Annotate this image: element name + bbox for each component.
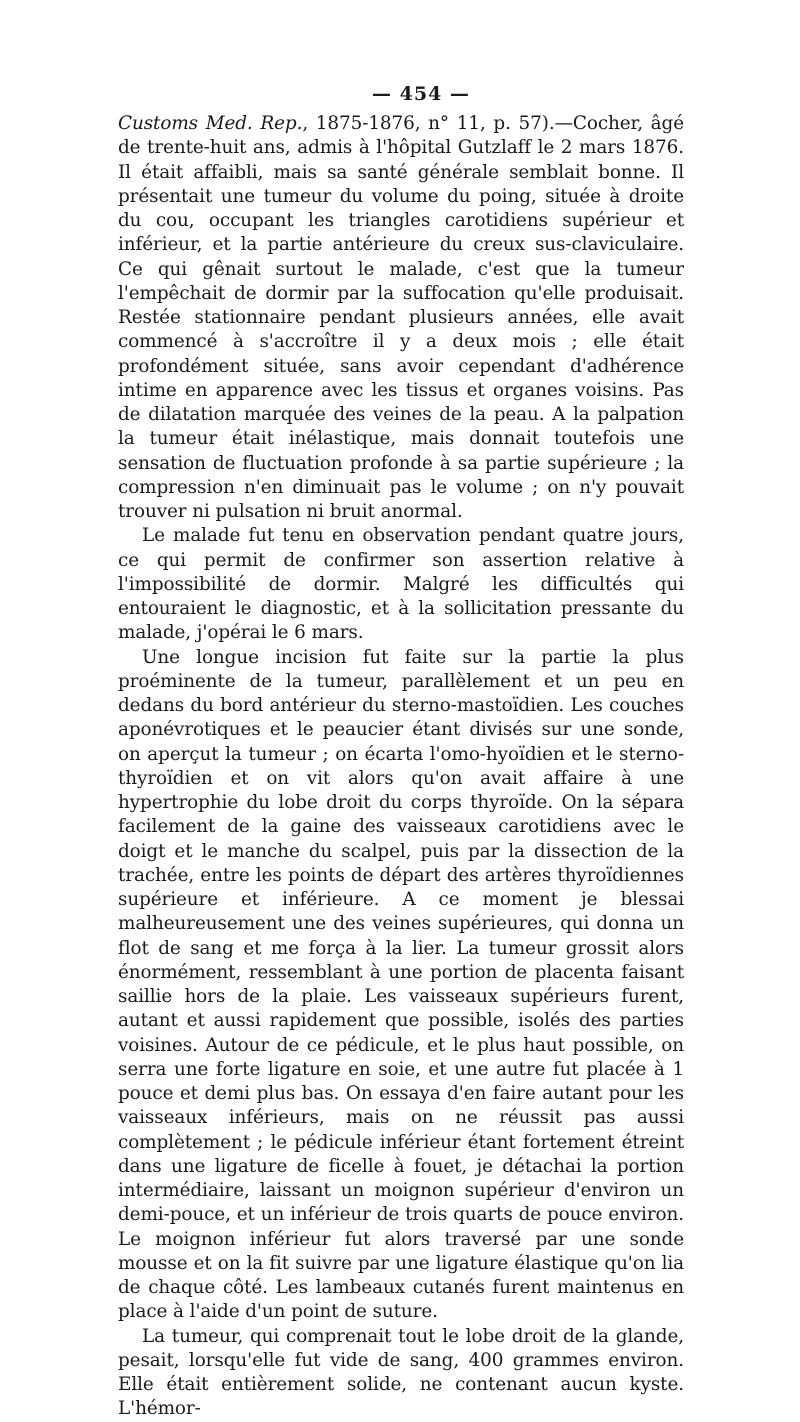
paragraph-2: Le malade fut tenu en observation pendant quatre jours, ce qui permit de confirmer son assertion relative à l'impossibilité de dormir. Malgré les difficultés qui entouraient le diagnostic, et à la sollicitation pressante du malade, j'opérai le 6 mars. — [118, 525, 684, 644]
page-number: — 454 — — [372, 83, 470, 105]
paragraph-4: La tumeur, qui comprenait tout le lobe droit de la glande, pesait, lorsqu'elle fut vide de sang, 400 grammes environ. Elle était entièrement solide, ne contenant aucun kyste. L'hémor- — [118, 1325, 684, 1420]
body-text — [118, 112, 684, 1422]
paragraph-1-text: , 1875-1876, n° 11, p. 57).—Cocher, âgé de trente-huit ans, admis à l'hôpital Gutzlaff le 2 mars 1876. Il était affaibli, mais sa santé générale semblait bonne. Il présentait une tumeur du volume du poing, située à droite du cou, occupant les triangles carotidiens supérieur et inférieur, et la partie antérieure du creux sus-claviculaire. Ce qui gênait surtout le malade, c'est que la tumeur l'empêchait de dormir par la suffocation qu'elle produisait. Restée stationnaire pendant plusieurs années, elle avait commencé à s'accroître il y a deux mois ; elle était profondément située, sans avoir cependant d'adhérence intime en apparence avec les tissus et organes voisins. Pas de dilatation marquée des veines de la peau. A la palpation la tumeur était inélastique, mais donnait toutefois une sensation de fluctuation profonde à sa partie supérieure ; la compression n'en diminuait pas le volume ; on n'y pouvait trouver ni pulsation ni bruit anormal. — [118, 113, 684, 522]
citation-title: Customs Med. Rep. — [118, 113, 303, 134]
paragraph-1 — [118, 112, 684, 524]
paragraph-3: Une longue incision fut faite sur la partie la plus proéminente de la tumeur, parallèlement et un peu en dedans du bord antérieur du sterno-mastoïdien. Les couches aponévrotiques et le peaucier étant divisés sur une sonde, on aperçut la tumeur ; on écarta l'omo-hyoïdien et le sterno-thyroïdien et on vit alors qu'on avait affaire à une hypertrophie du lobe droit du corps thyroïde. On la sépara facilement de la gaine des vaisseaux carotidiens avec le doigt et le manche du scalpel, puis par la dissection de la trachée, entre les points de départ des artères thyroïdiennes supérieure et inférieure. A ce moment je blessai malheureusement une des veines supérieures, qui donna un flot de sang et me força à la lier. La tumeur grossit alors énormément, ressemblant à une portion de placenta faisant saillie hors de la plaie. Les vaisseaux supérieurs furent, autant et aussi rapidement que possible, isolés des parties voisines. Autour de ce pédicule, et le plus haut possible, on serra une forte ligature en soie, et une autre fut placée à 1 pouce et demi plus bas. On essaya d'en faire autant pour les vaisseaux inférieurs, mais on ne réussit pas aussi complètement ; le pédicule inférieur étant fortement étreint dans une ligature de ficelle à fouet, je détachai la portion intermédiaire, laissant un moignon supérieur d'environ un demi-pouce, et un inférieur de trois quarts de pouce environ. Le moignon inférieur fut alors traversé par une sonde mousse et on la fit suivre par une ligature élastique qu'on lia de chaque côté. Les lambeaux cutanés furent maintenus en place à l'aide d'un point de suture. — [118, 646, 684, 1323]
document-page — [118, 80, 684, 1422]
